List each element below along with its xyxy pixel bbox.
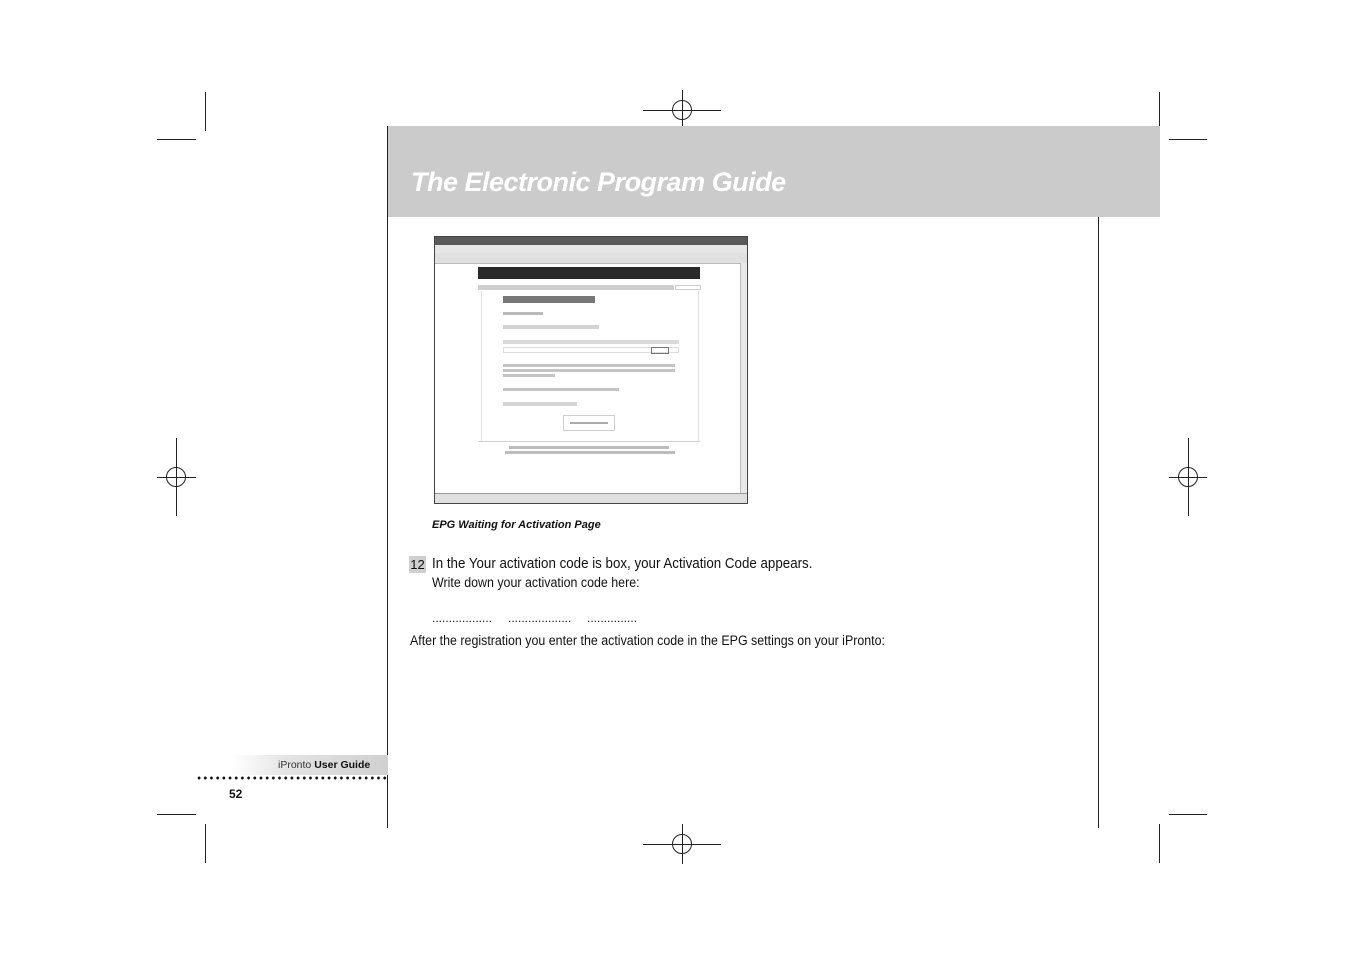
code-blank-1: .................. xyxy=(432,611,493,625)
terms-line xyxy=(505,451,675,454)
after-registration-text: After the registration you enter the activation code in the EPG settings on your iPronto: xyxy=(410,633,885,648)
crop-mark xyxy=(205,92,206,131)
step-number: 12 xyxy=(410,557,425,572)
browser-scrollbar xyxy=(740,263,747,493)
code-blank-2: ................... xyxy=(508,611,572,625)
activation-code-box xyxy=(563,415,615,431)
crop-mark xyxy=(1169,814,1207,815)
waiting-heading xyxy=(503,296,595,303)
activation-code-label xyxy=(503,402,577,406)
note-line xyxy=(503,374,555,377)
footer-guide: User Guide xyxy=(314,759,371,771)
browser-status-bar xyxy=(435,493,747,503)
page-title: The Electronic Program Guide xyxy=(411,167,786,197)
epg-screenshot-image xyxy=(434,236,748,504)
step-text: In the Your activation code is box, your Activation Code appears. xyxy=(432,556,813,572)
crop-mark xyxy=(157,814,196,815)
footer-brand: iPronto xyxy=(278,759,312,771)
step-subtext: Write down your activation code here: xyxy=(432,575,640,590)
browser-toolbar xyxy=(435,253,747,264)
code-blank-3: ............... xyxy=(587,611,638,625)
footer-separator xyxy=(478,441,700,442)
crop-mark xyxy=(1159,824,1160,863)
page-right-border xyxy=(1098,217,1099,828)
page-left-border xyxy=(387,126,388,828)
browser-menu-bar xyxy=(435,245,747,253)
browser-title-bar xyxy=(435,237,747,245)
figure-caption: EPG Waiting for Activation Page xyxy=(432,519,601,531)
crop-mark xyxy=(205,824,206,863)
error-message-line xyxy=(503,312,543,315)
copyright-line xyxy=(509,446,669,449)
page-number: 52 xyxy=(229,787,243,801)
crop-mark xyxy=(1169,139,1207,140)
footer-dot-rule xyxy=(196,776,388,780)
note-line xyxy=(503,369,675,372)
site-nav-bar xyxy=(478,285,674,290)
days-left-line xyxy=(503,388,619,391)
philips-logo-bar xyxy=(478,267,700,279)
footer-label xyxy=(278,759,370,771)
settings-table-header xyxy=(503,340,679,344)
consult-settings-line xyxy=(503,325,599,329)
site-nav-link xyxy=(675,285,701,290)
note-line xyxy=(503,364,675,367)
crop-mark xyxy=(157,139,196,140)
details-button xyxy=(651,347,669,354)
